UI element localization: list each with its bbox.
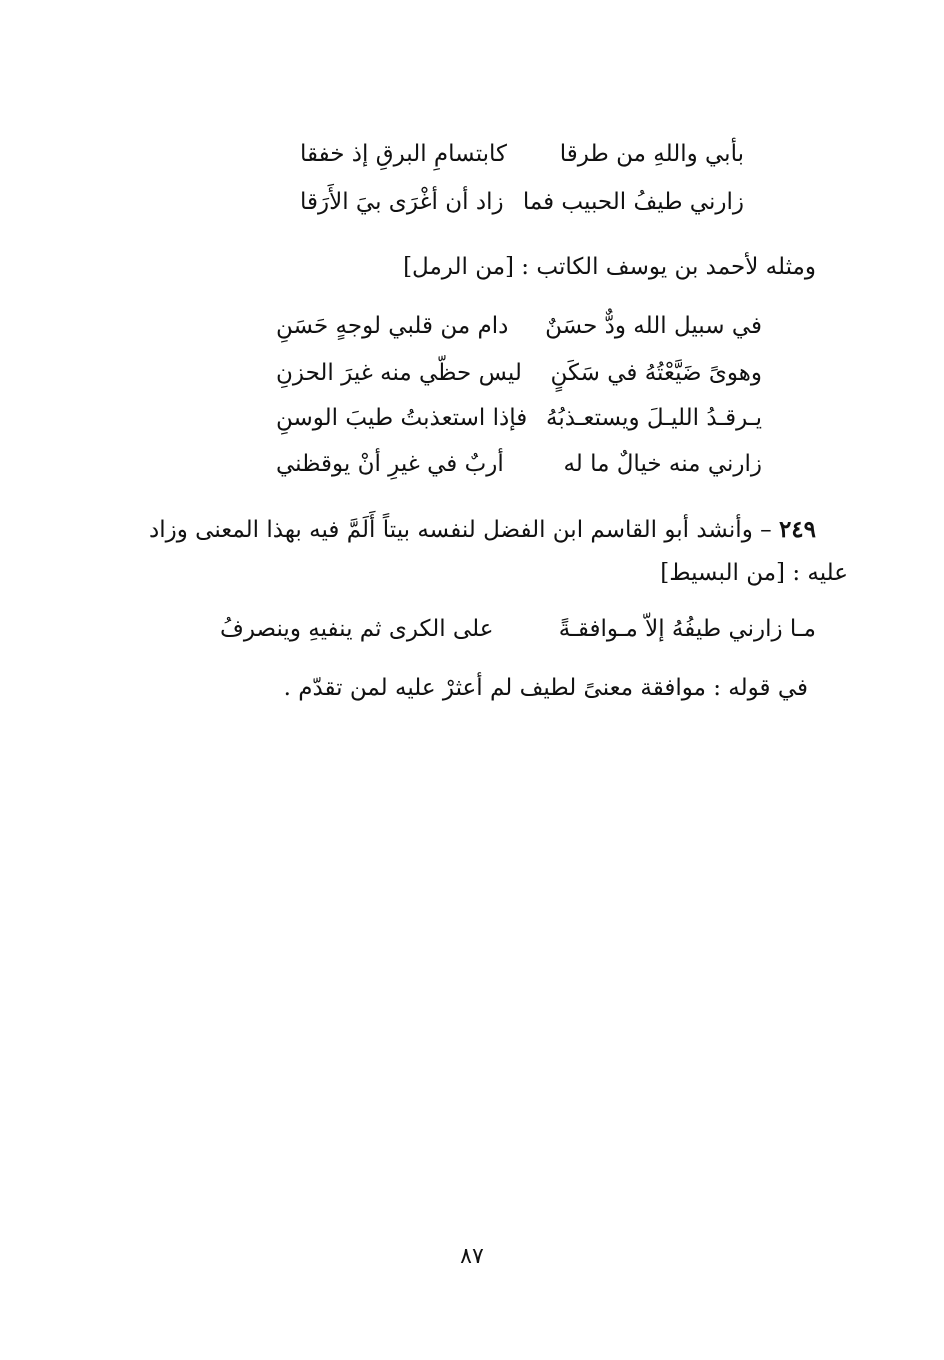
poem2-verse-2 xyxy=(276,362,762,385)
poem2-verse-1-first: في سبيل الله ودٌّ حسَنٌ xyxy=(545,313,762,339)
entry-249-text: – وأنشد أبو القاسم ابن الفضل لنفسه بيتاً أَلَمَّ فيه بهذا المعنى وزاد xyxy=(149,517,772,543)
intro-ahmad-ibn-yusuf: ومثله لأحمد بن يوسف الكاتب : [من الرمل] xyxy=(403,254,816,280)
page-number: ٨٧ xyxy=(460,1244,484,1269)
poem1-verse-1 xyxy=(300,143,744,166)
poem2-verse-4-second: أربٌ في غيرِ أنْ يوقظني xyxy=(276,451,504,477)
poem2-verse-4-first: زارني منه خيالٌ ما له xyxy=(563,451,762,477)
entry-249-line-1 xyxy=(149,518,816,542)
poem3-verse-1-first: مـا زارني طيفُهُ إلاّ مـوافقـةً xyxy=(558,616,816,642)
poem2-verse-3-first: يـرقـدُ الليـلَ ويستعـذبُهُ xyxy=(546,405,762,431)
poem1-verse-1-first: بأبي واللهِ من طرقا xyxy=(559,141,744,167)
entry-249-line-2: عليه : [من البسيط] xyxy=(660,560,848,586)
poem2-verse-1 xyxy=(276,315,762,338)
poem2-verse-2-first: وهوىً ضَيَّعْتُهُ في سَكَنٍ xyxy=(550,360,762,386)
poem2-verse-2-second: ليس حظّي منه غيرَ الحزنِ xyxy=(276,360,522,386)
poem1-verse-1-second: كابتسامِ البرقِ إذ خفقا xyxy=(300,141,507,167)
poem2-verse-3 xyxy=(276,407,762,430)
poem3-verse-1-second: على الكرى ثم ينفيهِ وينصرفُ xyxy=(220,616,494,642)
entry-249-number: ٢٤٩ xyxy=(778,516,816,543)
poem1-verse-2-second: زاد أن أغْرَى بيَ الأَرَقا xyxy=(300,189,504,215)
poem1-verse-2 xyxy=(300,191,744,214)
poem2-verse-1-second: دام من قلبي لوجهٍ حَسَنِ xyxy=(276,313,509,339)
poem3-verse-1 xyxy=(220,618,816,641)
poem2-verse-3-second: فإذا استعذبتُ طيبَ الوسنِ xyxy=(276,405,528,431)
poem2-verse-4 xyxy=(276,453,762,476)
commentary: في قوله : موافقة معنىً لطيف لم أعثرْ عليه لمن تقدّم . xyxy=(283,675,808,701)
poem1-verse-2-first: زارني طيفُ الحبيب فما xyxy=(522,189,744,215)
